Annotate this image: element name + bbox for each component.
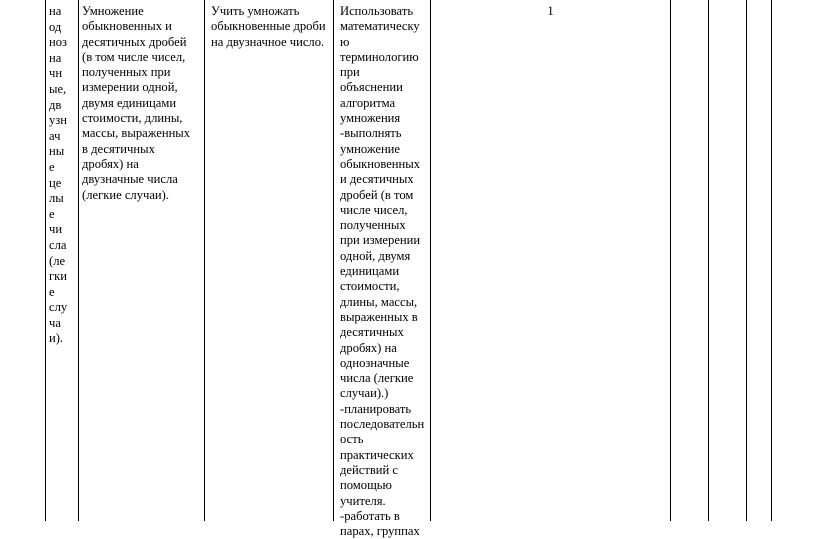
text-line: дробях) на (340, 340, 397, 355)
text-line: единицами (340, 264, 400, 279)
skills-cell (340, 4, 428, 539)
text-line: сла (49, 237, 67, 252)
text-line: и десятичных (340, 172, 414, 187)
text-line: умножения (340, 111, 401, 126)
text-line: слу (49, 300, 68, 315)
text-line: парах, группах (340, 524, 420, 539)
text-line: в десятичных (82, 141, 155, 156)
table-border-line (45, 0, 46, 521)
text-line: учителя. (340, 493, 386, 508)
text-line: дробях) на (82, 156, 139, 171)
table-border-line (746, 0, 747, 521)
text-line: полученных при (82, 65, 171, 80)
text-line: (легкие случаи). (82, 187, 170, 202)
table-border-line (333, 0, 334, 521)
text-line: гки (49, 269, 68, 284)
text-line: на двузначное число. (211, 34, 325, 49)
text-line: помощью (340, 478, 392, 493)
text-line: двузначные числа (82, 172, 178, 187)
text-line: одной, двумя (340, 248, 411, 263)
text-line: алгоритма (340, 95, 396, 110)
table-border-line (78, 0, 79, 521)
text-line: стоимости, длины, (82, 111, 183, 126)
text-line: дв (49, 97, 62, 112)
text-line: чи (49, 222, 63, 237)
text-line: -планировать (340, 401, 412, 416)
text-line: числа (легкие (340, 371, 414, 386)
text-line: терминологию (340, 49, 419, 64)
text-line: последовательн (340, 417, 425, 432)
text-line: при измерении (340, 233, 421, 248)
text-line: полученных (340, 218, 406, 233)
text-line: чн (49, 66, 63, 81)
text-line: обыкновенных (340, 156, 421, 171)
table-border-line (708, 0, 709, 521)
text-line: -выполнять (340, 126, 402, 141)
text-line: стоимости, (340, 279, 400, 294)
lesson-goal-cell (211, 4, 331, 50)
text-line: Учить умножать (211, 4, 300, 18)
table-border-line (204, 0, 205, 521)
text-line: (ле (49, 253, 66, 268)
text-line: -работать в (340, 508, 400, 523)
text-line: е (49, 284, 55, 299)
text-line: од (49, 19, 62, 34)
text-line: однозначные (340, 355, 410, 370)
text-line: обыкновенные дроби (211, 19, 326, 34)
text-line: ноз (49, 35, 68, 50)
text-line: дробей (в том (340, 187, 414, 202)
text-line: практических (340, 447, 414, 462)
text-line: массы, выраженных (82, 126, 191, 141)
text-line: ость (340, 432, 364, 447)
text-line: объяснении (340, 80, 403, 95)
text-line: десятичных (340, 325, 404, 340)
text-line: е (49, 159, 55, 174)
topic-cell (49, 4, 77, 347)
text-line: измерении одной, (82, 80, 178, 95)
text-line: и). (49, 331, 64, 346)
text-line: узн (49, 113, 68, 128)
text-line: ны (49, 144, 65, 159)
table-border-line (430, 0, 431, 521)
text-line: Использовать (340, 4, 414, 18)
text-line: ач (49, 128, 61, 143)
text-line: на (49, 50, 62, 65)
text-line: длины, массы, (340, 294, 418, 309)
text-line: двумя единицами (82, 95, 177, 110)
text-line: случаи).) (340, 386, 389, 401)
text-line: (в том числе чисел, (82, 49, 186, 64)
text-line: действий с (340, 462, 398, 477)
text-line: е (49, 206, 55, 221)
text-line: Умножение (82, 4, 144, 18)
text-line: на (49, 4, 62, 18)
hours-cell: 1 (547, 4, 554, 18)
text-line: десятичных дробей (82, 34, 187, 49)
text-line: обыкновенных и (82, 19, 172, 34)
text-line: при (340, 65, 360, 80)
text-line: числе чисел, (340, 202, 408, 217)
text-line: математическу (340, 19, 420, 34)
text-line: выраженных в (340, 309, 418, 324)
table-border-line (771, 0, 772, 521)
text-line: це (49, 175, 62, 190)
text-line: ча (49, 315, 61, 330)
table-border-line (670, 0, 671, 521)
text-line: лы (49, 191, 64, 206)
lesson-topic-cell (82, 4, 202, 203)
text-line: ю (340, 34, 350, 49)
text-line: умножение (340, 141, 401, 156)
text-line: ые, (49, 81, 67, 96)
